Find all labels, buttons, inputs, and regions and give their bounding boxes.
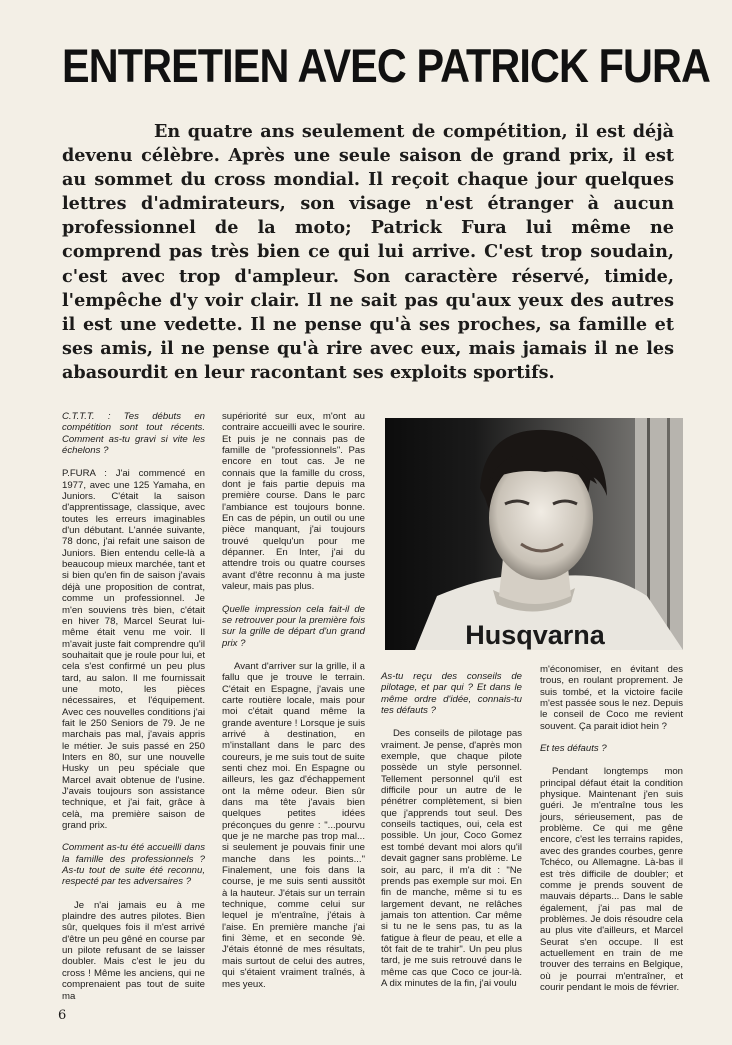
column-3 [381,671,522,1000]
article-title: ENTRETIEN AVEC PATRICK FURA [62,39,710,92]
column-4 [540,664,683,1004]
answer: Pendant longtemps mon principal défaut était la condition physique. Maintenant j'en suis guéri. Je m'entraîne tous les jours, sérieusement, pas de problème. Ce qui me gêne encore, c'est les terrains rapides, avec des grandes courbes, genre Tchéco, ou Allemagne. Là-bas il est très difficile de doubler; et comme je prends souvent de mauvais départs... Dans le sable également, j'ai pas mal de problèmes. Je dois résoudre cela au plus vite d'ailleurs, et Marcel Seurat s'en occupe. Il est actuellement en train de me trouver des terrains en Belgique, où je pourrai m'entraîner, et courir pendant le mois de février. [540,766,683,993]
article-intro: En quatre ans seulement de compétition, il est déjà devenu célèbre. Après une seule saison de grand prix, il est au sommet du cross mondial. Il reçoit chaque jour quelques lettres d'admirateurs, son visage n'est étranger à aucun professionnel de la moto; Patrick Fura lui même ne comprend pas très bien ce qui lui arrive. C'est trop soudain, c'est avec trop d'ampleur. Son caractère réservé, timide, l'empêche d'y voir clair. Il ne sait pas qu'aux yeux des autres il est une vedette. Il ne pense qu'à ses proches, sa famille et ses amis, il ne pense qu'à rire avec eux, mais jamais il ne les abasourdit en leur racontant ses exploits sportifs. [62,121,674,383]
question: Quelle impression cela fait-il de se retrouver pour la première fois sur la grille de départ d'un grand prix ? [222,603,365,649]
answer: Je n'ai jamais eu à me plaindre des autres pilotes. Bien sûr, quelques fois il m'est arrivé d'être un peu gêné en course par un pilote refusant de se laisser doubler. Mais c'est le jeu du cross ! Même les anciens, qui ne comprenaient pas tout de suite ma [62,899,205,1002]
page-number: 6 [58,1008,67,1023]
question: As-tu reçu des conseils de pilotage, et par qui ? Et dans le même ordre d'idée, connais-tu tes défauts ? [381,671,522,717]
column-1 [62,411,205,1013]
answer: Avant d'arriver sur la grille, il a fallu que je trouve le terrain. C'était en Espagne, j'avais une carte routière locale, mais pour moi c'était quand même la grande aventure ! Lorsque je suis arrivé à destination, en m'installant dans le parc des coureurs, je me suis tout de suite senti chez moi. En Espagne ou ailleurs, les gaz d'échappement ont la même odeur. Bien sûr dans ma tête j'avais bien quelques petites idées préconçues du genre : "...pourvu que je ne marche pas trop mal... si seulement je pouvais finir une manche dans les points..." Finalement, une fois dans la course, je me suis senti aussitôt à la hauteur. J'étais sur un terrain technique, comme celui sur lequel je m'entraîne, j'étais à l'aise. En première manche j'ai fini 3ème, et en seconde 9è. J'étais étonné de mes résultats, mais surtout de celui des autres, qui s'étaient vraiment traînés, à mes yeux. [222,660,365,990]
answer: m'économiser, en évitant des trous, en roulant proprement. Je suis tombé, et la victoire facile m'est passée sous le nez. Depuis le conseil de Coco me revient souvent. Ça parait idiot hein ? [540,664,683,732]
question: C.T.T.T. : Tes débuts en compétition sont tout récents. Comment as-tu gravi si vite les échelons ? [62,411,205,457]
column-2 [222,411,365,1001]
rider-photo [385,418,683,650]
question: Et tes défauts ? [540,743,607,755]
rider-portrait-image [385,418,683,650]
answer: Des conseils de pilotage pas vraiment. Je pense, d'après mon exemple, que chaque pilote possède un style personnel. Tellement personnel qu'il est difficile pour un autre de le pénétrer complètement, si bien que j'apprends tout seul. Des conseils tactiques, oui, cela est possible. Un jour, Coco Gomez est tombé devant moi alors qu'il devait gagner sans problème. Le soir, au parc, il m'a dit : "Ne prends pas exemple sur moi. En fin de manche, même si tu es largement devant, ne relâches jamais ton attention. Car même si tu ne le sens pas, tu as la fatigue à fleur de peau, et elle a tôt fait de te trahir". Un peu plus tard, je me suis retrouvé dans le même cas que Coco ce jour-là. A dix minutes de la fin, j'ai voulu [381,728,522,989]
question: Comment as-tu été accueilli dans la famille des professionnels ? As-tu tout de suite été reconnu, respecté par tes adversaires ? [62,842,205,888]
answer: supériorité sur eux, m'ont au contraire accueilli avec le sourire. Et puis je ne connais pas de famille de "professionnels". Pas encore en tout cas. Je ne connais que la famille du cross, dont je fais partie depuis ma première course. Dans le parc l'ambiance est toujours bonne. En cas de pépin, un outil ou une pièce manquant, j'ai toujours trouvé quelqu'un pour me dépanner. En Inter, j'ai du attendre trois ou quatre courses avant d'être reconnu à ma juste valeur, mais pas plus. [222,411,365,593]
answer: P.FURA : J'ai commencé en 1977, avec une 125 Yamaha, en Juniors. C'était la saison d'apprentissage, classique, avec toutes les erreurs imaginables d'un débutant. L'année suivante, 78 donc, j'ai refait une saison de Juniors. Bien entendu celle-là a beaucoup mieux marchée, tant et si bien qu'en fin de saison j'avais déjà une proposition de contrat, comme un professionnel. Je m'en souviens très bien, c'était en hiver 78, Marcel Seurat lui-même était venu me voir. Il m'avait juste fait comprendre qu'il souhaitait que je roule pour lui, et cela s'est confirmé un peu plus tard, au salon. Il me fournissait une moto, les pièces nécessaires, et l'équipement. Avec ces nouvelles conditions j'ai fait le 250 Seniors de 79. Je ne marchais pas mal, j'avais appris le métier. Je suis passé en 250 Inters en 80, sur une nouvelle Husky un peu spéciale que Marcel avait obtenue de l'usine. J'avais toujours son assistance technique, et j'ai fait, grâce à celà, ma première saison de grand prix. [62,468,205,832]
shirt-brand-text: Husqvarna [465,620,605,650]
